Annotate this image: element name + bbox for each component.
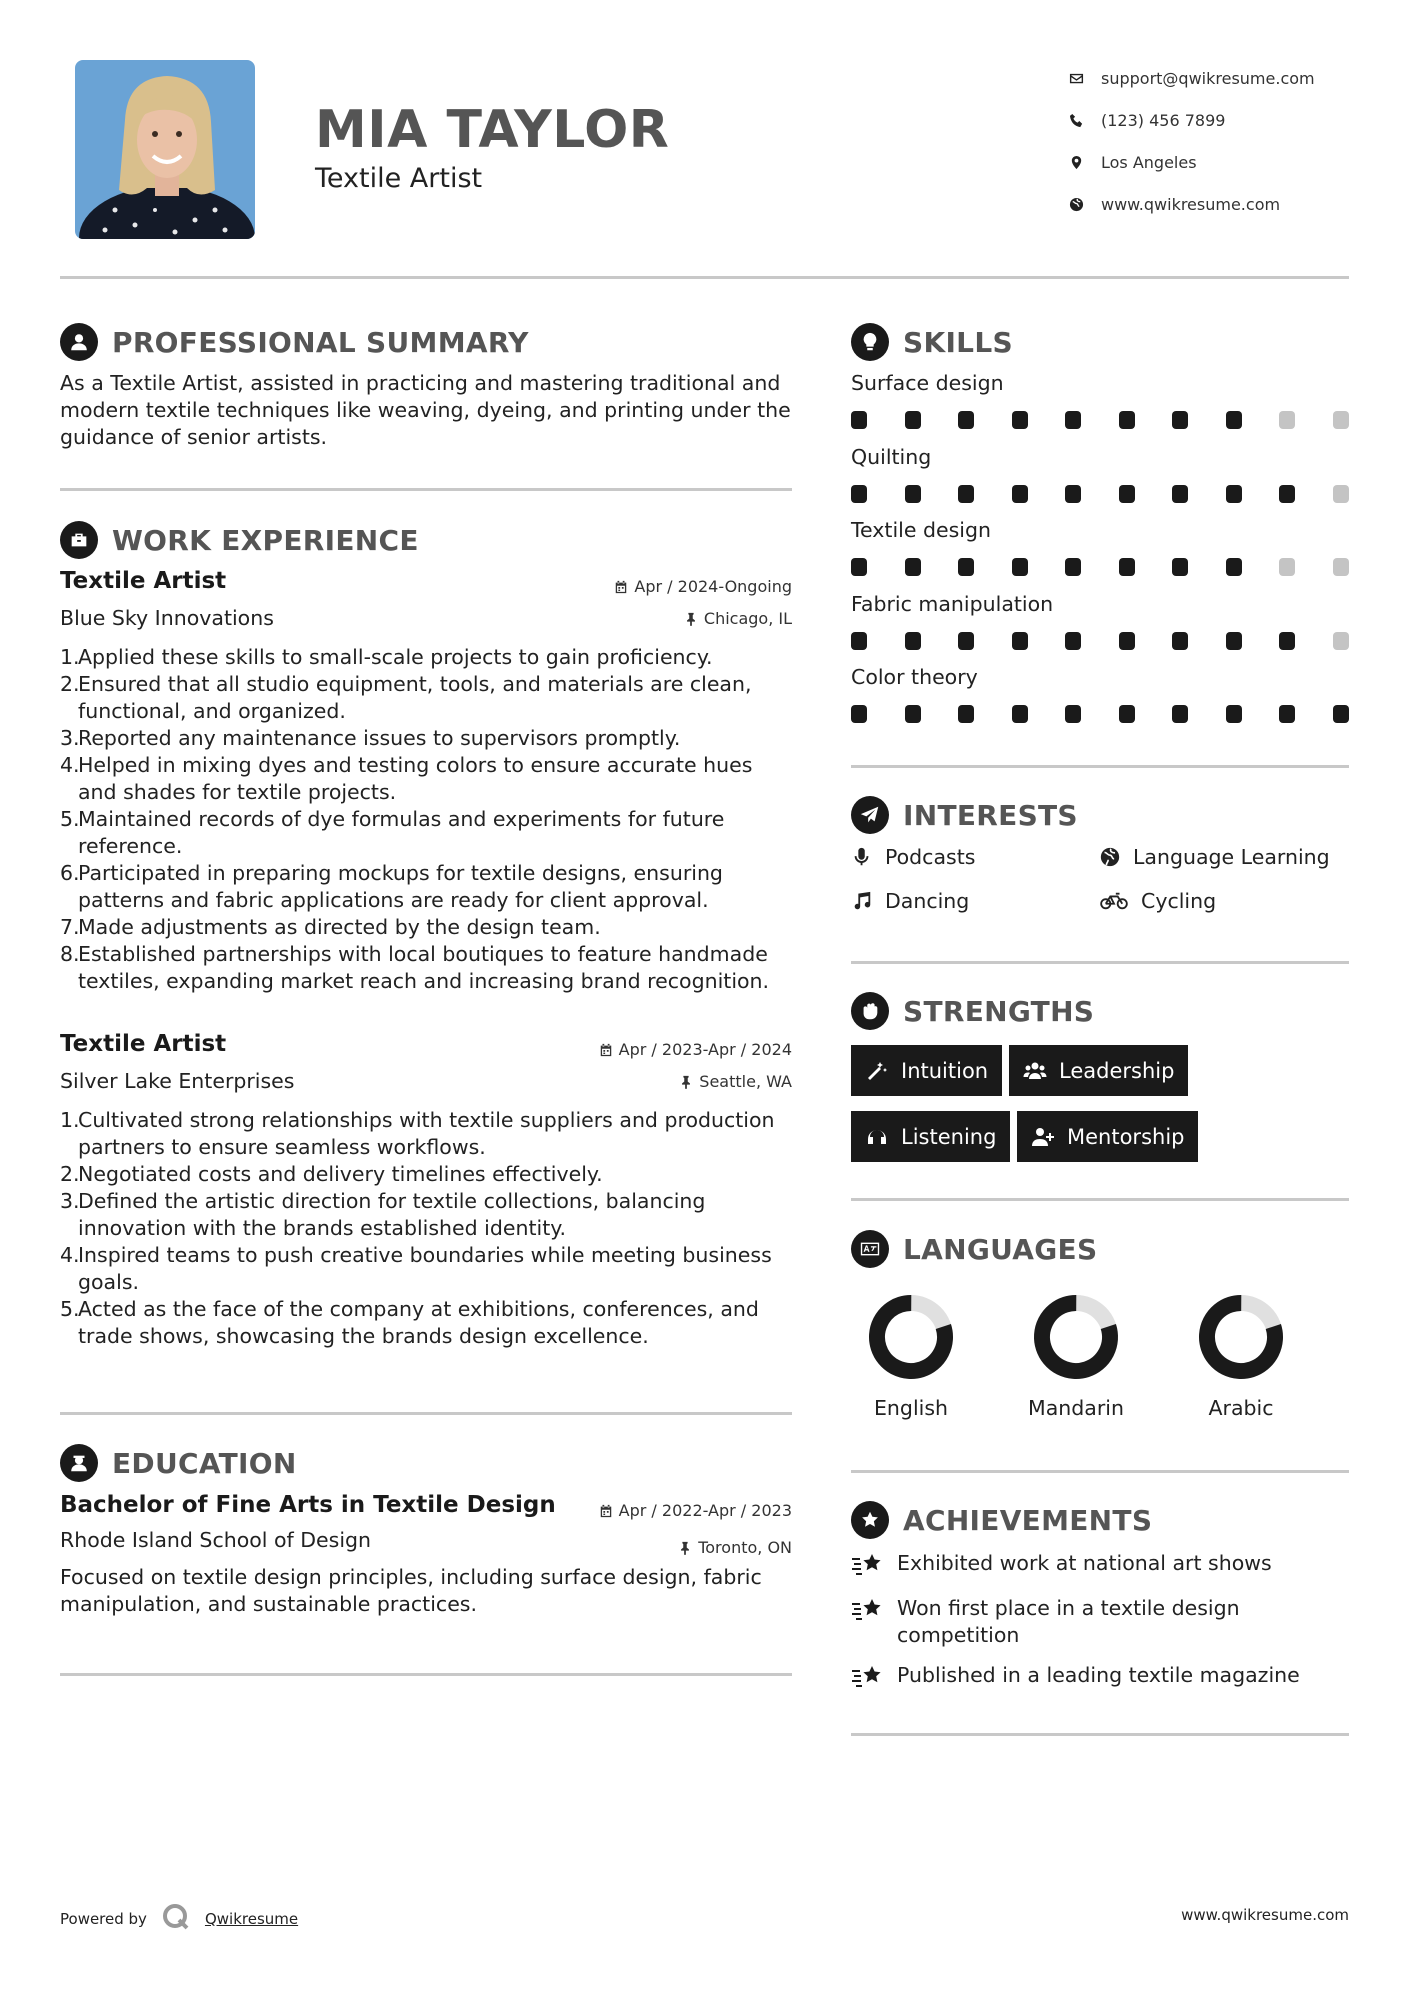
experience-title: WORK EXPERIENCE [112, 523, 419, 557]
skills-heading [851, 323, 1013, 361]
skill-dot [1226, 485, 1242, 503]
skill-name: Color theory [851, 665, 978, 689]
bicycle-icon [1099, 890, 1129, 912]
contact-list [1063, 57, 1315, 225]
user-icon [60, 323, 98, 361]
interest-item [1099, 845, 1330, 869]
list-item: 6. Participated in preparing mockups for textile designs, ensuring patterns and fabric applications are ready for client approval. [60, 861, 723, 912]
skill-dot [1226, 632, 1242, 650]
contact-email-text: support@qwikresume.com [1101, 68, 1315, 88]
section-divider [60, 1412, 792, 1415]
skill-dot [1333, 558, 1349, 576]
skill-dot [1065, 558, 1081, 576]
job-title: Textile Artist [60, 568, 227, 594]
skill-dot [1065, 411, 1081, 429]
skill-dot [1012, 411, 1028, 429]
contact-location [1063, 141, 1315, 183]
location-pin-icon [1063, 155, 1089, 170]
job-date [614, 577, 792, 596]
skill-dot [1172, 411, 1188, 429]
education-line: manipulation, and sustainable practices. [60, 1592, 477, 1616]
globe-icon [1063, 197, 1089, 212]
skill-dot [1012, 485, 1028, 503]
interest-item [1099, 889, 1216, 913]
education-location-text: Toronto, ON [698, 1538, 792, 1557]
skill-dot [1279, 705, 1295, 723]
shooting-star-icon [851, 1662, 885, 1692]
skill-dot [1333, 705, 1349, 723]
summary-line: guidance of senior artists. [60, 425, 328, 449]
magic-wand-icon [865, 1059, 889, 1083]
job-duties [60, 644, 792, 995]
list-item: 7. Made adjustments as directed by the design team. [60, 915, 601, 939]
briefcase-icon [60, 521, 98, 559]
skill-item [851, 445, 1349, 503]
achievements-title: ACHIEVEMENTS [903, 1503, 1153, 1537]
education-title: EDUCATION [112, 1446, 297, 1480]
job-location [684, 609, 792, 628]
skill-dot [1226, 705, 1242, 723]
skill-dot [958, 558, 974, 576]
interest-item [851, 845, 975, 869]
skill-dot [1279, 558, 1295, 576]
achievement-item [851, 1662, 1341, 1692]
calendar-icon [614, 580, 628, 594]
education-description [60, 1564, 792, 1618]
education-date-text: Apr / 2022-Apr / 2023 [618, 1501, 792, 1520]
section-divider [60, 488, 792, 491]
achievement-item [851, 1550, 1341, 1580]
calendar-icon [599, 1043, 613, 1057]
strength-tag [1009, 1045, 1188, 1096]
skill-dot [1012, 558, 1028, 576]
language-gauge [866, 1292, 956, 1382]
language-icon [851, 1230, 889, 1268]
achievements-heading [851, 1501, 1152, 1539]
star-badge-icon [851, 1501, 889, 1539]
candidate-name: MIA TAYLOR [315, 100, 670, 160]
skill-dot [851, 411, 867, 429]
interests-heading [851, 796, 1078, 834]
languages-title: LANGUAGES [903, 1232, 1098, 1266]
skill-dot [958, 485, 974, 503]
summary-title: PROFESSIONAL SUMMARY [112, 325, 529, 359]
language-item [841, 1292, 981, 1420]
job-title: Textile Artist [60, 1031, 227, 1057]
qwikresume-link[interactable]: Qwikresume [204, 1910, 299, 1928]
skill-dot [905, 632, 921, 650]
skill-dot [958, 411, 974, 429]
skill-name: Surface design [851, 371, 1004, 395]
skill-rating [851, 705, 1349, 723]
interest-label: Language Learning [1133, 845, 1330, 869]
list-item: 3. Reported any maintenance issues to supervisors promptly. [60, 726, 681, 750]
skill-name: Fabric manipulation [851, 592, 1054, 616]
interest-item [851, 889, 969, 913]
skill-dot [905, 485, 921, 503]
skill-dot [1172, 485, 1188, 503]
strength-tag [851, 1045, 1002, 1096]
graduation-icon [60, 1444, 98, 1482]
globe-icon [1099, 846, 1121, 868]
job-entry [60, 568, 792, 995]
lightbulb-icon [851, 323, 889, 361]
paper-plane-icon [851, 796, 889, 834]
job-location [679, 1072, 792, 1091]
skill-dot [958, 632, 974, 650]
job-company: Silver Lake Enterprises [60, 1069, 295, 1093]
job-company: Blue Sky Innovations [60, 606, 274, 630]
achievement-text: competition [897, 1623, 1020, 1647]
list-item: 8. Established partnerships with local boutiques to feature handmade textiles, expanding market reach and increasing brand recognition. [60, 942, 770, 993]
list-item: 1. Cultivated strong relationships with textile suppliers and production partners to ensure seamless workflows. [60, 1108, 775, 1159]
skill-item [851, 592, 1349, 650]
skill-dot [1279, 485, 1295, 503]
contact-location-text: Los Angeles [1101, 152, 1197, 172]
skill-dot [905, 705, 921, 723]
skill-dot [1226, 411, 1242, 429]
list-item: 2. Ensured that all studio equipment, tools, and materials are clean, functional, and organized. [60, 672, 752, 723]
envelope-icon [1063, 71, 1089, 86]
section-divider [851, 765, 1349, 768]
skill-dot [1226, 558, 1242, 576]
list-item: 5. Maintained records of dye formulas and experiments for future reference. [60, 807, 725, 858]
footer-website[interactable]: www.qwikresume.com [1181, 1906, 1349, 1924]
summary-heading [60, 323, 529, 361]
skill-rating [851, 558, 1349, 576]
pin-icon [684, 612, 698, 626]
interest-label: Dancing [885, 889, 970, 913]
summary-text [60, 370, 800, 451]
education-degree: Bachelor of Fine Arts in Textile Design [60, 1492, 556, 1518]
job-date-text: Apr / 2023-Apr / 2024 [618, 1040, 792, 1059]
section-divider [851, 1198, 1349, 1201]
skills-title: SKILLS [903, 325, 1013, 359]
skill-rating [851, 485, 1349, 503]
strength-label: Leadership [1059, 1058, 1175, 1083]
education-heading [60, 1444, 297, 1482]
language-item [1171, 1292, 1311, 1420]
shooting-star-icon [851, 1595, 885, 1625]
skill-rating [851, 632, 1349, 650]
skill-dot [1119, 705, 1135, 723]
interest-label: Podcasts [885, 845, 976, 869]
contact-phone-text: (123) 456 7899 [1101, 110, 1226, 130]
skill-item [851, 518, 1349, 576]
education-date [599, 1501, 792, 1520]
skill-dot [1279, 632, 1295, 650]
interests-title: INTERESTS [903, 798, 1078, 832]
language-item [1006, 1292, 1146, 1420]
phone-icon [1063, 113, 1089, 128]
skill-dot [1172, 632, 1188, 650]
languages-heading [851, 1230, 1097, 1268]
skill-dot [905, 558, 921, 576]
contact-website-text: www.qwikresume.com [1101, 194, 1281, 214]
achievement-text: Exhibited work at national art shows [897, 1551, 1272, 1575]
headphones-icon [865, 1125, 889, 1149]
list-item: 1. Applied these skills to small-scale projects to gain proficiency. [60, 645, 713, 669]
strength-label: Listening [901, 1124, 997, 1149]
user-plus-icon [1031, 1125, 1055, 1149]
summary-line: modern textile techniques like weaving, dyeing, and printing under the [60, 398, 791, 422]
job-date [599, 1040, 792, 1059]
skill-item [851, 371, 1349, 429]
job-entry [60, 1031, 792, 1350]
qwikresume-logo-icon [161, 1902, 191, 1936]
skill-dot [1333, 485, 1349, 503]
skill-dot [851, 485, 867, 503]
skill-dot [1119, 632, 1135, 650]
contact-email[interactable] [1063, 57, 1315, 99]
education-location [678, 1538, 792, 1557]
skill-dot [1333, 632, 1349, 650]
list-item: 2. Negotiated costs and delivery timelines effectively. [60, 1162, 603, 1186]
calendar-icon [599, 1504, 613, 1518]
fist-icon [851, 992, 889, 1030]
education-line: Focused on textile design principles, including surface design, fabric [60, 1565, 762, 1589]
candidate-role: Textile Artist [315, 163, 483, 194]
skill-dot [1119, 485, 1135, 503]
strengths-title: STRENGTHS [903, 994, 1095, 1028]
skill-rating [851, 411, 1349, 429]
pin-icon [679, 1075, 693, 1089]
experience-heading [60, 521, 419, 559]
job-location-text: Chicago, IL [703, 609, 792, 628]
header-divider [60, 276, 1349, 279]
powered-by-text: Powered by [60, 1910, 147, 1928]
interest-label: Cycling [1141, 889, 1217, 913]
skill-dot [1172, 705, 1188, 723]
job-location-text: Seattle, WA [699, 1072, 792, 1091]
education-school: Rhode Island School of Design [60, 1528, 372, 1552]
strength-tag [851, 1111, 1010, 1162]
list-item: 4. Helped in mixing dyes and testing colors to ensure accurate hues and shades for textile projects. [60, 753, 753, 804]
list-item: 4. Inspired teams to push creative boundaries while meeting business goals. [60, 1243, 772, 1294]
job-date-text: Apr / 2024-Ongoing [634, 577, 792, 596]
footer-powered-by [60, 1902, 298, 1936]
section-divider [60, 1673, 792, 1676]
skill-dot [1012, 632, 1028, 650]
skill-dot [905, 411, 921, 429]
profile-photo [75, 60, 255, 239]
music-note-icon [851, 890, 873, 912]
section-divider [851, 1733, 1349, 1736]
skill-dot [958, 705, 974, 723]
language-name: Mandarin [1028, 1396, 1124, 1420]
education-entry [60, 1492, 792, 1618]
job-duties [60, 1107, 792, 1350]
skill-dot [1065, 632, 1081, 650]
skill-dot [1065, 705, 1081, 723]
microphone-icon [851, 846, 873, 868]
skill-item [851, 665, 1349, 723]
skill-dot [1119, 558, 1135, 576]
list-item: 3. Defined the artistic direction for textile collections, balancing innovation with the brands established identity. [60, 1189, 706, 1240]
skill-dot [851, 705, 867, 723]
strength-label: Intuition [901, 1058, 989, 1083]
list-item: 5. Acted as the face of the company at exhibitions, conferences, and trade shows, showcasing the brands design excellence. [60, 1297, 759, 1348]
skill-name: Quilting [851, 445, 932, 469]
skill-name: Textile design [851, 518, 991, 542]
section-divider [851, 961, 1349, 964]
achievement-item [851, 1595, 1341, 1649]
skill-dot [1172, 558, 1188, 576]
skill-dot [851, 558, 867, 576]
language-gauge [1031, 1292, 1121, 1382]
achievement-text: Published in a leading textile magazine [897, 1663, 1300, 1687]
skill-dot [1065, 485, 1081, 503]
skill-dot [1333, 411, 1349, 429]
summary-line: As a Textile Artist, assisted in practicing and mastering traditional and [60, 371, 781, 395]
skill-dot [1012, 705, 1028, 723]
contact-phone[interactable] [1063, 99, 1315, 141]
skill-dot [1119, 411, 1135, 429]
pin-icon [678, 1541, 692, 1555]
language-name: Arabic [1208, 1396, 1274, 1420]
users-icon [1023, 1059, 1047, 1083]
language-gauge [1196, 1292, 1286, 1382]
skill-dot [851, 632, 867, 650]
strengths-heading [851, 992, 1094, 1030]
strength-tag [1017, 1111, 1198, 1162]
contact-website[interactable] [1063, 183, 1315, 225]
skill-dot [1279, 411, 1295, 429]
strength-label: Mentorship [1067, 1124, 1185, 1149]
section-divider [851, 1470, 1349, 1473]
shooting-star-icon [851, 1550, 885, 1580]
achievement-text: Won first place in a textile design [897, 1596, 1240, 1620]
language-name: English [873, 1396, 949, 1420]
